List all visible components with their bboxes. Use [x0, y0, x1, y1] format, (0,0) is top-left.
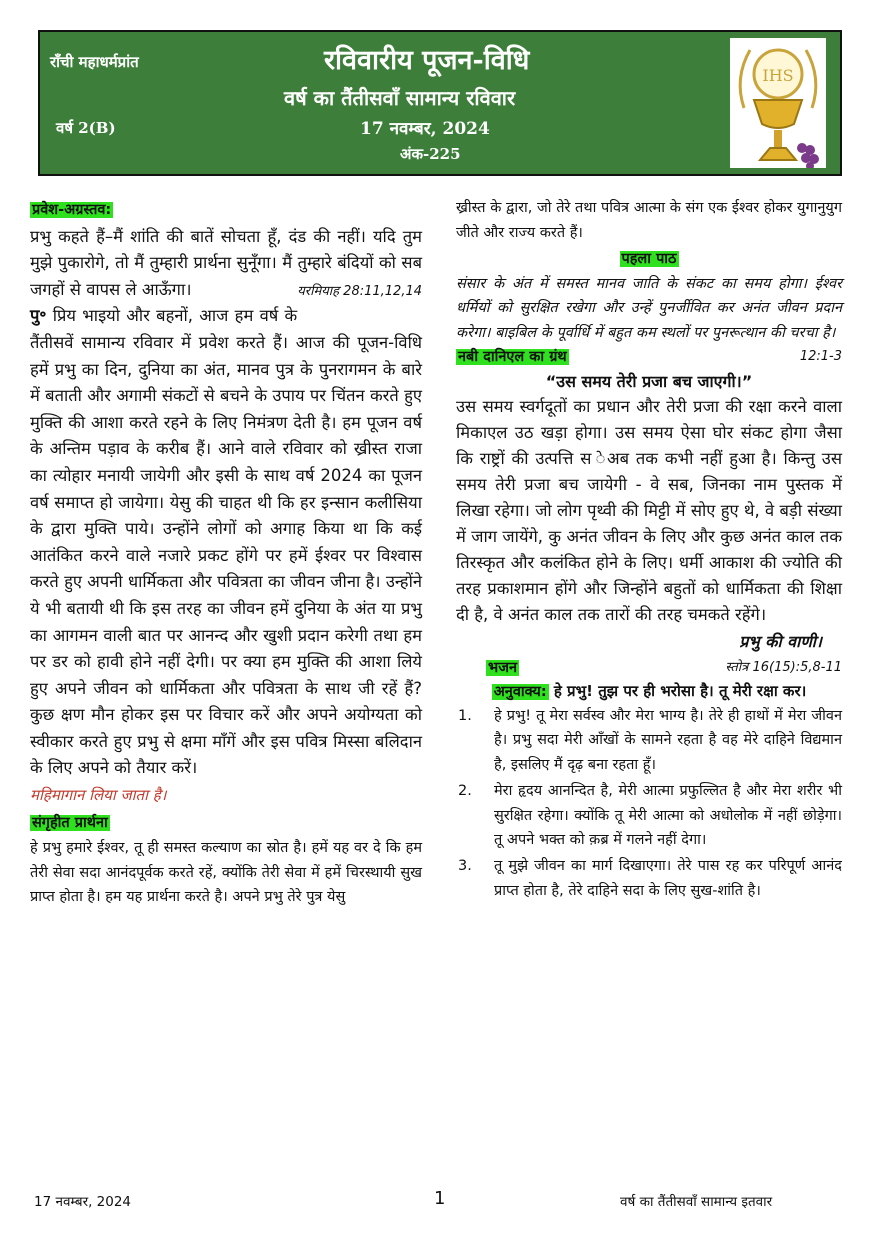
- diocese-label: राँची महाधर्मप्रांत: [50, 53, 139, 71]
- verse-text: हे प्रभु! तू मेरा सर्वस्व और मेरा भाग्य है। तेरे ही हाथों में मेरा जीवन है। प्रभु सदा मेरी आँखों के सामने रहता है वह मेरे दाहिने विद्यमान है, इसलिए मैं दृढ़ बना रहता हूँ।: [494, 708, 842, 773]
- word-of-lord: प्रभु की वाणी।: [739, 631, 822, 651]
- reading-text: उस समय स्वर्गदूतों का प्रधान और तेरी प्रजा की रक्षा करने वाला मिकाएल उठ खड़ा होगा। उस समय ऐसा घोर संकट होगा जैसा कि राष्ट्रों की उत्पत्ति स ेअब तक कभी नहीं हुआ है। किन्तु उस समय तेरी प्रजा बच जायेगी - वे सब, जिनका नाम पुस्तक में लिखा रहेगा। जो लोग पृथ्वी की मिट्टी में सोए हुए थे, वे बड़ी संख्या में जाग जायेंगे, कु अनंत जीवन के लिए और कुछ अनंत काल तक तिरस्कृत और कलंकित होने के लिए। धर्मी आकाश की ज्योति की तरह प्रकाशमान होंगे और जिन्होंने बहुतों को धार्मिकता की शिक्षा दी है, वे अनंत काल तक तारों की तरह चमकते रहेंगे।: [456, 396, 842, 624]
- collect-continuation: ख्रीस्त के द्वारा, जो तेरे तथा पवित्र आत्मा के संग एक ईश्वर होकर युगानुयुग जीते और राज्य करते हैं।: [456, 200, 842, 241]
- collect-text: हे प्रभु हमारे ईश्वर, तू ही समस्त कल्याण का स्रोत है। हमें यह वर दे कि हम तेरी सेवा सदा आनंदपूर्वक करते रहें, क्योंकि तेरी सेवा में हमें चिरस्थायी सुख प्राप्त होता है। हम यह प्रार्थना करते है। अपने प्रभु तेरे पुत्र येसु: [30, 840, 422, 906]
- book-ref: 12:1-3: [799, 349, 842, 364]
- year-label: वर्ष 2(B): [56, 119, 116, 137]
- book-heading-row: [456, 345, 842, 370]
- page-footer: [0, 1190, 878, 1214]
- refrain: [456, 680, 842, 704]
- left-column: [30, 196, 422, 910]
- issue-label: अंक-225: [400, 145, 461, 163]
- reading-title: “उस समय तेरी प्रजा बच जाएगी।”: [545, 371, 753, 391]
- page-number: 1: [434, 1188, 446, 1209]
- intro-paragraph: [30, 303, 422, 782]
- first-reading-summary: संसार के अंत में समस्त मानव जाति के संकट का समय होगा। ईश्वर धर्मियों को सुरक्षित रखेगा और उन्हें पुनर्जीवित कर अनंत जीवन प्रदान करेगा। बाइबिल के पूर्वार्धि में बहुत कम स्थलों पर पुनरूत्थान की चरचा है।: [456, 275, 842, 341]
- entrance-antiphon: [30, 224, 422, 304]
- gloria-note: महिमागान लिया जाता है।: [30, 786, 167, 805]
- ihs-emblem-text: IHS: [762, 66, 794, 85]
- verse-number: 3.: [458, 858, 472, 875]
- intro-text: प्रिय भाइयो और बहनों, आज हम वर्ष के तैंतीसवें सामान्य रविवार में प्रवेश करते हैं। आज की पूजन-विधि हमें प्रभु का दिन, दुनिया का अंत, मानव पुत्र के पुनरागमन के बारे में बताती और अगामी संकटों से बचने के उपाय पर चिंतन करते हुए मुक्ति की आशा करते रहने के लिए निमंत्रण देती है। हम पूजन वर्ष के अन्तिम पड़ाव के करीब हैं। आने वाले रविवार को ख्रीस्त राजा का त्योहार मनायी जायेगी और इसी के साथ वर्ष 2024 का पूजन वर्ष समाप्त हो जायेगा। येसु की चाहत थी कि हर इन्सान कलीसिया के द्वारा मुक्ति पाये। उन्होंने लोगों को अगाह किया था कि कई आतंकित करने वाले नजारे प्रकट होंगे पर हमें ईश्वर पर विश्वास करते हुए अपनी धार्मिकता और पवित्रता का जीवन जीना है। उन्होंने ये भी बतायी थी कि इस तरह का जीवन हमें दुनिया के अंत या प्रभु का आगमन वाली बात पर आनन्द और खुशी प्रदान करेगी तथा हम पर डर को हावी होने नहीं देगी। पर क्या हम मुक्ति की आशा लिये हुए अपने जीवन को धार्मिकता और पवित्रता के साथ जी रहें हैं? कुछ क्षण मौन होकर इस पर विचार करें और अपने अयोग्यता को स्वीकार करते हुए प्रभु से क्षमा माँगें और इस पवित्र मिस्सा बलिदान के लिए अपने को तैयार करें।: [30, 306, 422, 778]
- date-label: 17 नवम्बर, 2024: [360, 119, 490, 139]
- footer-date: 17 नवम्बर, 2024: [34, 1194, 132, 1210]
- right-column: [456, 196, 842, 903]
- verse-text: मेरा हृदय आनन्दित है, मेरी आत्मा प्रफुल्लित है और मेरा शरीर भी सुरक्षित रहेगा। क्योंकि तू मेरी आत्मा को अधोलोक में नहीं छोड़ेगा। तू अपने भक्त को क़ब्र में गलने नहीं देगा।: [494, 783, 842, 849]
- book-heading: नबी दानिएल का ग्रंथ: [458, 349, 567, 365]
- priest-label: पु॰: [30, 306, 47, 326]
- refrain-label: अनुवाक्य:: [493, 684, 547, 700]
- verse-number: 1.: [458, 708, 472, 724]
- entrance-heading: प्रवेश-अग्रस्तव:: [32, 202, 112, 218]
- host-wheat-icon: [740, 50, 819, 168]
- header-banner: [38, 30, 842, 176]
- page-subtitle: वर्ष का तैंतीसवाँ सामान्य रविवार: [284, 86, 516, 110]
- psalm-verses: [456, 704, 842, 903]
- refrain-text: हे प्रभु! तुझ पर ही भरोसा है। तू मेरी रक्षा कर।: [553, 682, 807, 700]
- psalm-heading: भजन: [488, 659, 517, 676]
- entrance-ref: यरमियाह 28:11,12,14: [297, 283, 422, 299]
- psalm-heading-row: [456, 656, 842, 681]
- psalm-verse: [456, 704, 842, 777]
- psalm-verse: [456, 854, 842, 903]
- entrance-text: प्रभु कहते हैं–मैं शांति की बातें सोचता हूँ, दंड की नहीं। यदि तुम मुझे पुकारोगे, तो मैं तुम्हारी प्रार्थना सुनूँगा। मैं तुम्हारे बंदियों को सब जगहों से वापस ले आऊँगा।: [30, 226, 422, 299]
- page-title: रविवारीय पूजन-विधि: [324, 45, 530, 76]
- psalm-verse: [456, 779, 842, 852]
- footer-title: वर्ष का तैंतीसवाँ सामान्य इतवार: [620, 1194, 773, 1210]
- verse-number: 2.: [458, 783, 472, 800]
- psalm-ref: स्तोत्र 16(15):5,8-11: [725, 659, 842, 675]
- verse-text: तू मुझे जीवन का मार्ग दिखाएगा। तेरे पास रह कर परिपूर्ण आनंद प्राप्त होता है, तेरे दाहिने सदा के लिए सुख-शांति है।: [494, 858, 842, 899]
- collect-heading: संगृहीत प्रार्थना: [32, 814, 108, 831]
- first-reading-heading: पहला पाठ: [621, 251, 677, 267]
- chalice-icon: [730, 38, 826, 168]
